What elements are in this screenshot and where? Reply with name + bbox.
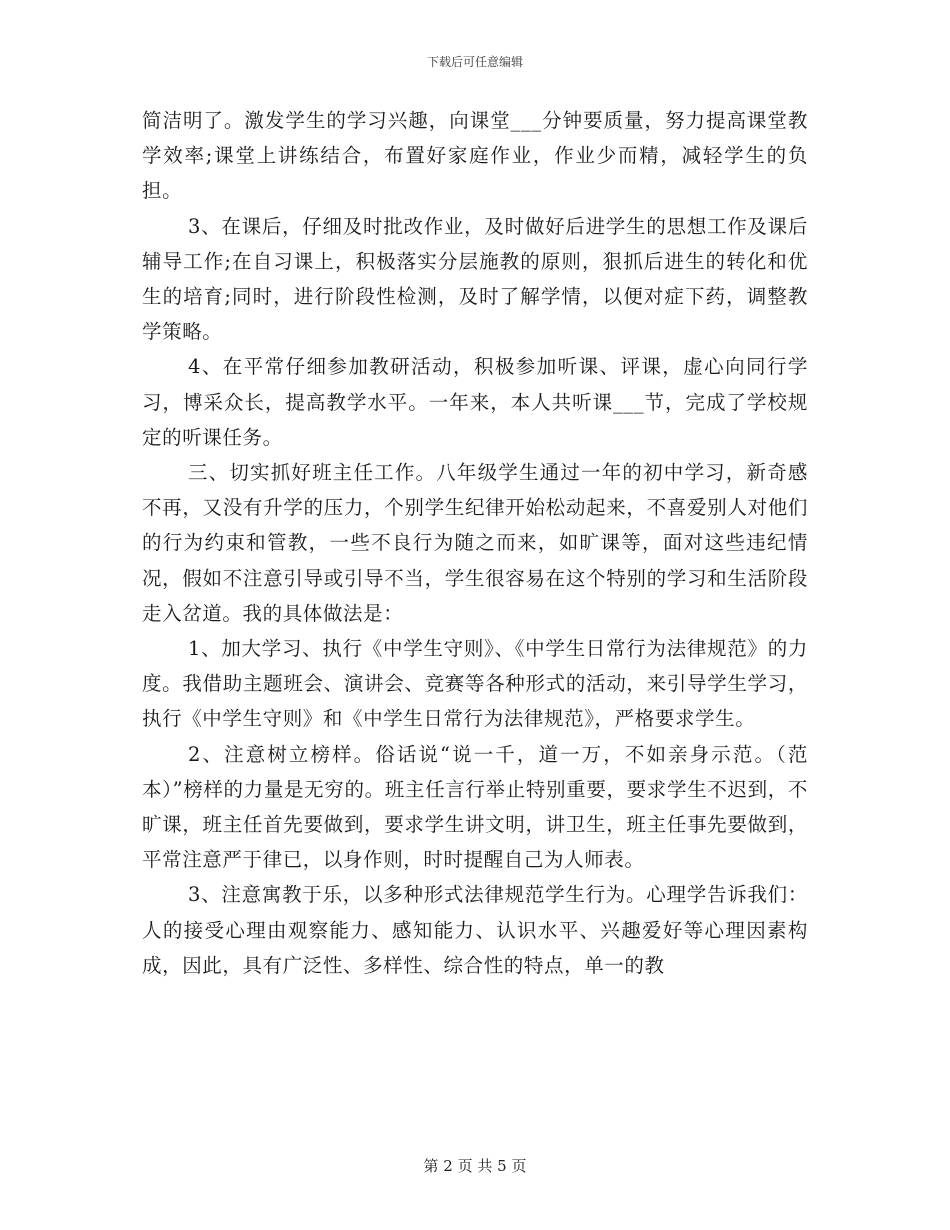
paragraph-item-1: 1、加大学习、执行《中学生守则》、《中学生日常行为法律规范》的力度。我借助主题班会、演讲会、竞赛等各种形式的活动，来引导学生学习，执行《中学生守则》和《中学生日常行为法律规范》，严格要求学生。 (142, 637, 808, 731)
paragraph-continuation: 简洁明了。激发学生的学习兴趣，向课堂___分钟要质量，努力提高课堂教学效率;课堂上讲练结合，布置好家庭作业，作业少而精，减轻学生的负担。 (142, 109, 808, 203)
paragraph-item-3: 3、在课后，仔细及时批改作业，及时做好后进学生的思想工作及课后辅导工作;在自习课上，积极落实分层施教的原则，狠抓后进生的转化和优生的培育;同时，进行阶段性检测，及时了解学情，以便对症下药，调整教学策略。 (142, 214, 808, 344)
paragraph-item-3b: 3、注意寓教于乐，以多种形式法律规范学生行为。心理学告诉我们：人的接受心理由观察能力、感知能力、认识水平、兴趣爱好等心理因素构成，因此，具有广泛性、多样性、综合性的特点，单一的教 (142, 883, 808, 977)
document-body (142, 103, 808, 983)
page-header: 下载后可任意编辑 (426, 55, 523, 69)
paragraph-section-3: 三、切实抓好班主任工作。八年级学生通过一年的初中学习，新奇感不再，又没有升学的压力，个别学生纪律开始松动起来，不喜爱别人对他们的行为约束和管教，一些不良行为随之而来，如旷课等，面对这些违纪情况，假如不注意引导或引导不当，学生很容易在这个特别的学习和生活阶段走入岔道。我的具体做法是： (142, 461, 808, 625)
page-number: 第 2 页 共 5 页 (423, 1157, 527, 1175)
paragraph-item-4: 4、在平常仔细参加教研活动，积极参加听课、评课，虚心向同行学习，博采众长，提高教学水平。一年来，本人共听课___节，完成了学校规定的听课任务。 (142, 355, 808, 449)
paragraph-item-2: 2、注意树立榜样。俗话说“说一千，道一万，不如亲身示范。（范本）”榜样的力量是无穷的。班主任言行举止特别重要，要求学生不迟到，不旷课，班主任首先要做到，要求学生讲文明，讲卫生，班主任事先要做到，平常注意严于律已，以身作则，时时提醒自己为人师表。 (142, 742, 808, 872)
